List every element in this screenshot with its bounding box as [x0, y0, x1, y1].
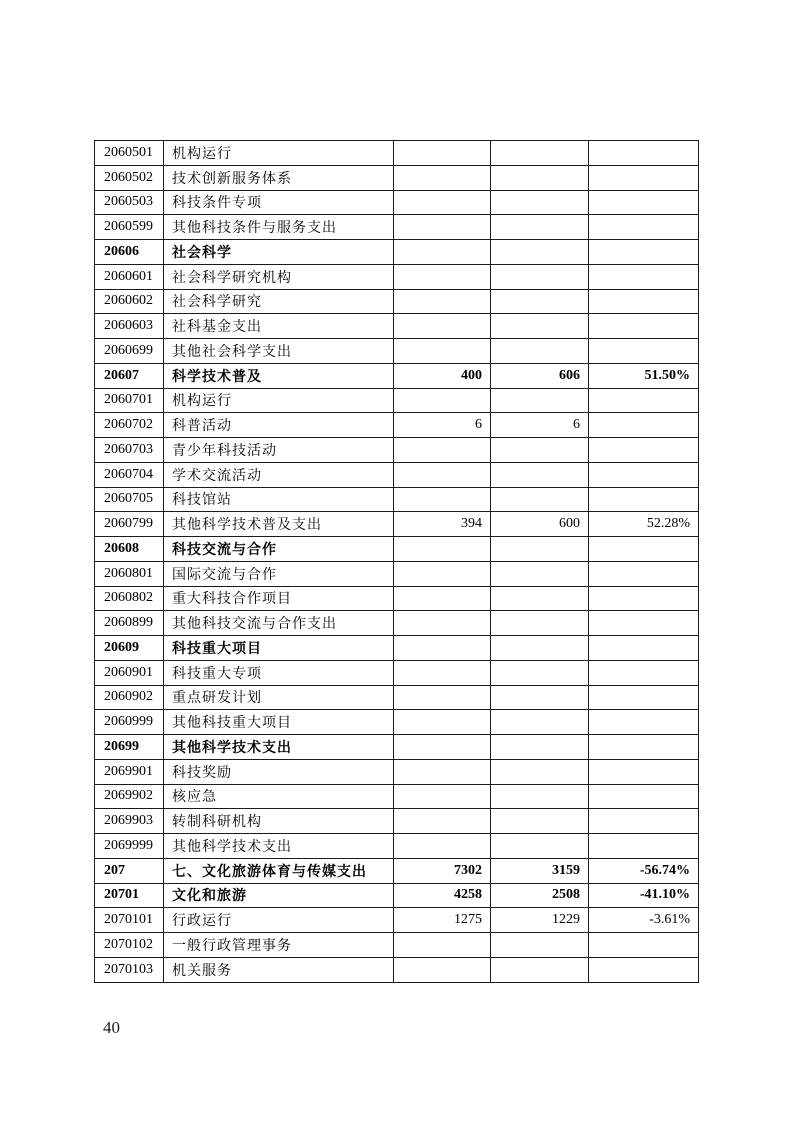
cell-name: 其他社会科学支出	[164, 339, 394, 364]
cell-name: 机关服务	[164, 957, 394, 982]
cell-change-rate: -56.74%	[589, 858, 699, 883]
cell-value-1	[394, 636, 491, 661]
table-row	[95, 363, 699, 388]
cell-name: 青少年科技活动	[164, 438, 394, 463]
cell-change-rate	[589, 933, 699, 958]
cell-change-rate	[589, 735, 699, 760]
table-row	[95, 240, 699, 265]
cell-name: 科技馆站	[164, 487, 394, 512]
cell-change-rate	[589, 190, 699, 215]
table-row	[95, 710, 699, 735]
cell-code: 2060602	[95, 289, 164, 314]
cell-change-rate	[589, 660, 699, 685]
cell-change-rate	[589, 215, 699, 240]
cell-value-2: 600	[491, 512, 589, 537]
cell-value-2	[491, 933, 589, 958]
cell-value-2	[491, 314, 589, 339]
cell-code: 2069999	[95, 834, 164, 859]
cell-code: 2060502	[95, 165, 164, 190]
cell-value-2	[491, 264, 589, 289]
cell-value-2	[491, 957, 589, 982]
cell-code: 2070101	[95, 908, 164, 933]
cell-value-2	[491, 586, 589, 611]
table-row	[95, 957, 699, 982]
cell-change-rate	[589, 809, 699, 834]
cell-value-1	[394, 314, 491, 339]
cell-change-rate: 51.50%	[589, 363, 699, 388]
cell-change-rate	[589, 957, 699, 982]
cell-value-2: 3159	[491, 858, 589, 883]
cell-value-1	[394, 240, 491, 265]
cell-value-1	[394, 834, 491, 859]
cell-code: 2069902	[95, 784, 164, 809]
cell-code: 2060902	[95, 685, 164, 710]
cell-value-2	[491, 190, 589, 215]
cell-change-rate: -3.61%	[589, 908, 699, 933]
table-row	[95, 462, 699, 487]
cell-change-rate	[589, 636, 699, 661]
cell-name: 国际交流与合作	[164, 561, 394, 586]
cell-name: 科技重大项目	[164, 636, 394, 661]
cell-value-2	[491, 537, 589, 562]
table-row	[95, 339, 699, 364]
cell-value-1	[394, 487, 491, 512]
cell-code: 2060703	[95, 438, 164, 463]
cell-code: 2060503	[95, 190, 164, 215]
cell-value-2	[491, 487, 589, 512]
cell-name: 其他科学技术支出	[164, 834, 394, 859]
cell-name: 科学技术普及	[164, 363, 394, 388]
cell-value-1	[394, 561, 491, 586]
cell-change-rate	[589, 388, 699, 413]
cell-value-1	[394, 289, 491, 314]
cell-name: 学术交流活动	[164, 462, 394, 487]
cell-name: 其他科技交流与合作支出	[164, 611, 394, 636]
table-row	[95, 413, 699, 438]
cell-value-1: 4258	[394, 883, 491, 908]
cell-code: 2060603	[95, 314, 164, 339]
cell-code: 2060999	[95, 710, 164, 735]
cell-value-2: 606	[491, 363, 589, 388]
cell-code: 2060701	[95, 388, 164, 413]
cell-name: 一般行政管理事务	[164, 933, 394, 958]
cell-code: 20608	[95, 537, 164, 562]
cell-value-2	[491, 339, 589, 364]
cell-value-1	[394, 957, 491, 982]
cell-value-2: 1229	[491, 908, 589, 933]
cell-code: 2060704	[95, 462, 164, 487]
cell-change-rate	[589, 339, 699, 364]
table-row	[95, 636, 699, 661]
cell-value-2	[491, 611, 589, 636]
cell-code: 2069903	[95, 809, 164, 834]
cell-value-1	[394, 759, 491, 784]
cell-name: 社会科学研究	[164, 289, 394, 314]
cell-value-2	[491, 240, 589, 265]
cell-code: 20701	[95, 883, 164, 908]
cell-value-2	[491, 685, 589, 710]
cell-name: 其他科技条件与服务支出	[164, 215, 394, 240]
cell-value-1: 394	[394, 512, 491, 537]
table-row	[95, 561, 699, 586]
cell-change-rate: 52.28%	[589, 512, 699, 537]
cell-value-1	[394, 933, 491, 958]
cell-change-rate	[589, 413, 699, 438]
cell-value-2	[491, 561, 589, 586]
table-row	[95, 933, 699, 958]
cell-code: 2060801	[95, 561, 164, 586]
table-row	[95, 883, 699, 908]
cell-code: 2060705	[95, 487, 164, 512]
cell-value-2	[491, 660, 589, 685]
cell-value-2	[491, 636, 589, 661]
table-row	[95, 264, 699, 289]
table-row	[95, 289, 699, 314]
cell-value-1	[394, 462, 491, 487]
budget-table-body	[95, 141, 699, 983]
cell-value-2	[491, 834, 589, 859]
cell-value-2	[491, 141, 589, 166]
cell-value-1: 1275	[394, 908, 491, 933]
cell-code: 20607	[95, 363, 164, 388]
cell-value-1	[394, 165, 491, 190]
table-row	[95, 388, 699, 413]
cell-code: 2060599	[95, 215, 164, 240]
cell-change-rate	[589, 611, 699, 636]
cell-name: 其他科学技术支出	[164, 735, 394, 760]
cell-code: 2070102	[95, 933, 164, 958]
cell-code: 207	[95, 858, 164, 883]
table-row	[95, 660, 699, 685]
cell-value-2: 2508	[491, 883, 589, 908]
table-row	[95, 809, 699, 834]
table-row	[95, 438, 699, 463]
cell-change-rate: -41.10%	[589, 883, 699, 908]
table-row	[95, 487, 699, 512]
cell-code: 2060899	[95, 611, 164, 636]
cell-code: 2060702	[95, 413, 164, 438]
cell-code: 2060799	[95, 512, 164, 537]
cell-value-1	[394, 141, 491, 166]
cell-code: 2060501	[95, 141, 164, 166]
table-row	[95, 759, 699, 784]
cell-code: 20699	[95, 735, 164, 760]
table-row	[95, 784, 699, 809]
cell-change-rate	[589, 710, 699, 735]
cell-value-1	[394, 809, 491, 834]
cell-name: 机构运行	[164, 141, 394, 166]
cell-value-1	[394, 388, 491, 413]
cell-change-rate	[589, 561, 699, 586]
cell-code: 2069901	[95, 759, 164, 784]
cell-name: 科普活动	[164, 413, 394, 438]
table-row	[95, 215, 699, 240]
cell-change-rate	[589, 759, 699, 784]
cell-value-1	[394, 438, 491, 463]
cell-change-rate	[589, 264, 699, 289]
cell-value-1	[394, 710, 491, 735]
table-row	[95, 512, 699, 537]
cell-value-2	[491, 759, 589, 784]
cell-change-rate	[589, 487, 699, 512]
cell-value-1	[394, 685, 491, 710]
cell-name: 技术创新服务体系	[164, 165, 394, 190]
cell-value-1: 7302	[394, 858, 491, 883]
table-row	[95, 685, 699, 710]
cell-code: 2060901	[95, 660, 164, 685]
cell-name: 七、文化旅游体育与传媒支出	[164, 858, 394, 883]
cell-value-1	[394, 339, 491, 364]
cell-name: 社会科学	[164, 240, 394, 265]
table-row	[95, 537, 699, 562]
cell-value-2	[491, 289, 589, 314]
table-row	[95, 190, 699, 215]
cell-change-rate	[589, 165, 699, 190]
table-row	[95, 141, 699, 166]
cell-change-rate	[589, 289, 699, 314]
cell-value-2	[491, 462, 589, 487]
cell-value-2	[491, 388, 589, 413]
cell-change-rate	[589, 537, 699, 562]
cell-name: 重点研发计划	[164, 685, 394, 710]
cell-value-2	[491, 165, 589, 190]
cell-code: 2060699	[95, 339, 164, 364]
cell-name: 社会科学研究机构	[164, 264, 394, 289]
cell-name: 科技交流与合作	[164, 537, 394, 562]
table-row	[95, 735, 699, 760]
cell-value-1: 6	[394, 413, 491, 438]
cell-change-rate	[589, 240, 699, 265]
budget-table	[94, 140, 699, 983]
cell-name: 社科基金支出	[164, 314, 394, 339]
table-row	[95, 611, 699, 636]
cell-code: 2060802	[95, 586, 164, 611]
page-number: 40	[103, 1018, 120, 1037]
cell-change-rate	[589, 314, 699, 339]
cell-change-rate	[589, 834, 699, 859]
cell-name: 核应急	[164, 784, 394, 809]
cell-name: 文化和旅游	[164, 883, 394, 908]
cell-value-1	[394, 784, 491, 809]
cell-value-2	[491, 438, 589, 463]
cell-value-2	[491, 735, 589, 760]
cell-value-1	[394, 611, 491, 636]
table-row	[95, 834, 699, 859]
cell-name: 转制科研机构	[164, 809, 394, 834]
cell-change-rate	[589, 685, 699, 710]
cell-name: 行政运行	[164, 908, 394, 933]
cell-code: 2070103	[95, 957, 164, 982]
cell-change-rate	[589, 784, 699, 809]
cell-code: 20609	[95, 636, 164, 661]
cell-change-rate	[589, 141, 699, 166]
cell-value-1	[394, 537, 491, 562]
cell-value-2	[491, 784, 589, 809]
cell-value-2	[491, 809, 589, 834]
cell-change-rate	[589, 462, 699, 487]
cell-value-2	[491, 710, 589, 735]
cell-value-1	[394, 215, 491, 240]
cell-value-1	[394, 264, 491, 289]
cell-code: 20606	[95, 240, 164, 265]
cell-name: 其他科技重大项目	[164, 710, 394, 735]
cell-name: 其他科学技术普及支出	[164, 512, 394, 537]
table-row	[95, 586, 699, 611]
cell-name: 重大科技合作项目	[164, 586, 394, 611]
table-row	[95, 858, 699, 883]
cell-value-1: 400	[394, 363, 491, 388]
cell-value-1	[394, 190, 491, 215]
cell-name: 科技条件专项	[164, 190, 394, 215]
cell-value-1	[394, 586, 491, 611]
table-row	[95, 314, 699, 339]
table-row	[95, 165, 699, 190]
cell-value-1	[394, 735, 491, 760]
table-row	[95, 908, 699, 933]
cell-name: 机构运行	[164, 388, 394, 413]
cell-code: 2060601	[95, 264, 164, 289]
cell-name: 科技奖励	[164, 759, 394, 784]
cell-change-rate	[589, 586, 699, 611]
cell-value-2	[491, 215, 589, 240]
cell-value-1	[394, 660, 491, 685]
cell-change-rate	[589, 438, 699, 463]
cell-name: 科技重大专项	[164, 660, 394, 685]
cell-value-2: 6	[491, 413, 589, 438]
